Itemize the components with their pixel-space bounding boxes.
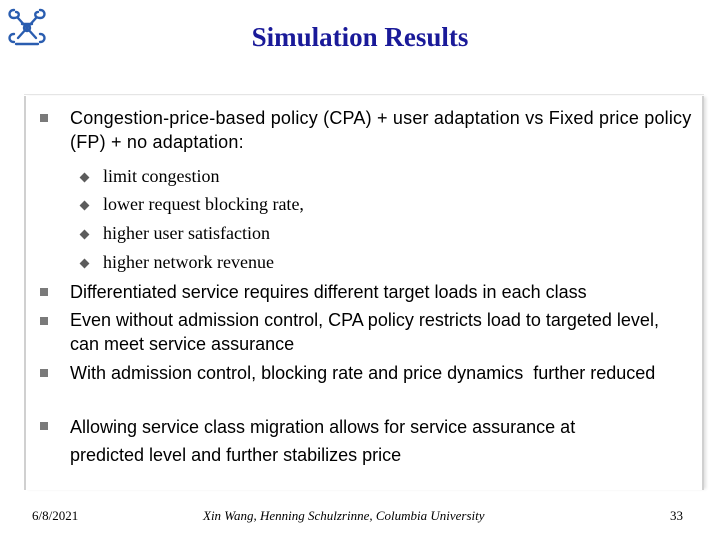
bullet-text: With admission control, blocking rate and price dynamics further reduced xyxy=(70,363,656,383)
bullet-marker xyxy=(40,317,48,325)
bullet-marker xyxy=(40,369,48,377)
footer-page-number: 33 xyxy=(670,508,683,523)
bullet-marker xyxy=(40,288,48,296)
footer-date: 6/8/2021 xyxy=(32,508,79,523)
footer-authors: Xin Wang, Henning Schulzrinne, Columbia University xyxy=(203,508,485,523)
bullet-text: Congestion-price-based policy (CPA) + user adaptation vs Fixed price policy (FP) + no adaptation: xyxy=(70,108,692,152)
slide-title: Simulation Results xyxy=(251,22,469,52)
bullet-text: Allowing service class migration allows for service assurance at predicted level and further stabilizes price xyxy=(70,417,576,465)
subbullet-text: limit congestion xyxy=(103,166,220,186)
subbullet-text: higher network revenue xyxy=(103,252,274,272)
subbullet-text: higher user satisfaction xyxy=(103,223,270,243)
subbullet-text: lower request blocking rate, xyxy=(103,194,304,214)
bullet-marker xyxy=(40,114,48,122)
bullet-text: Differentiated service requires different target loads in each class xyxy=(70,282,587,302)
bullet-marker xyxy=(40,422,48,430)
bullet-text: Even without admission control, CPA policy restricts load to targeted level, can meet service assurance xyxy=(70,310,659,354)
